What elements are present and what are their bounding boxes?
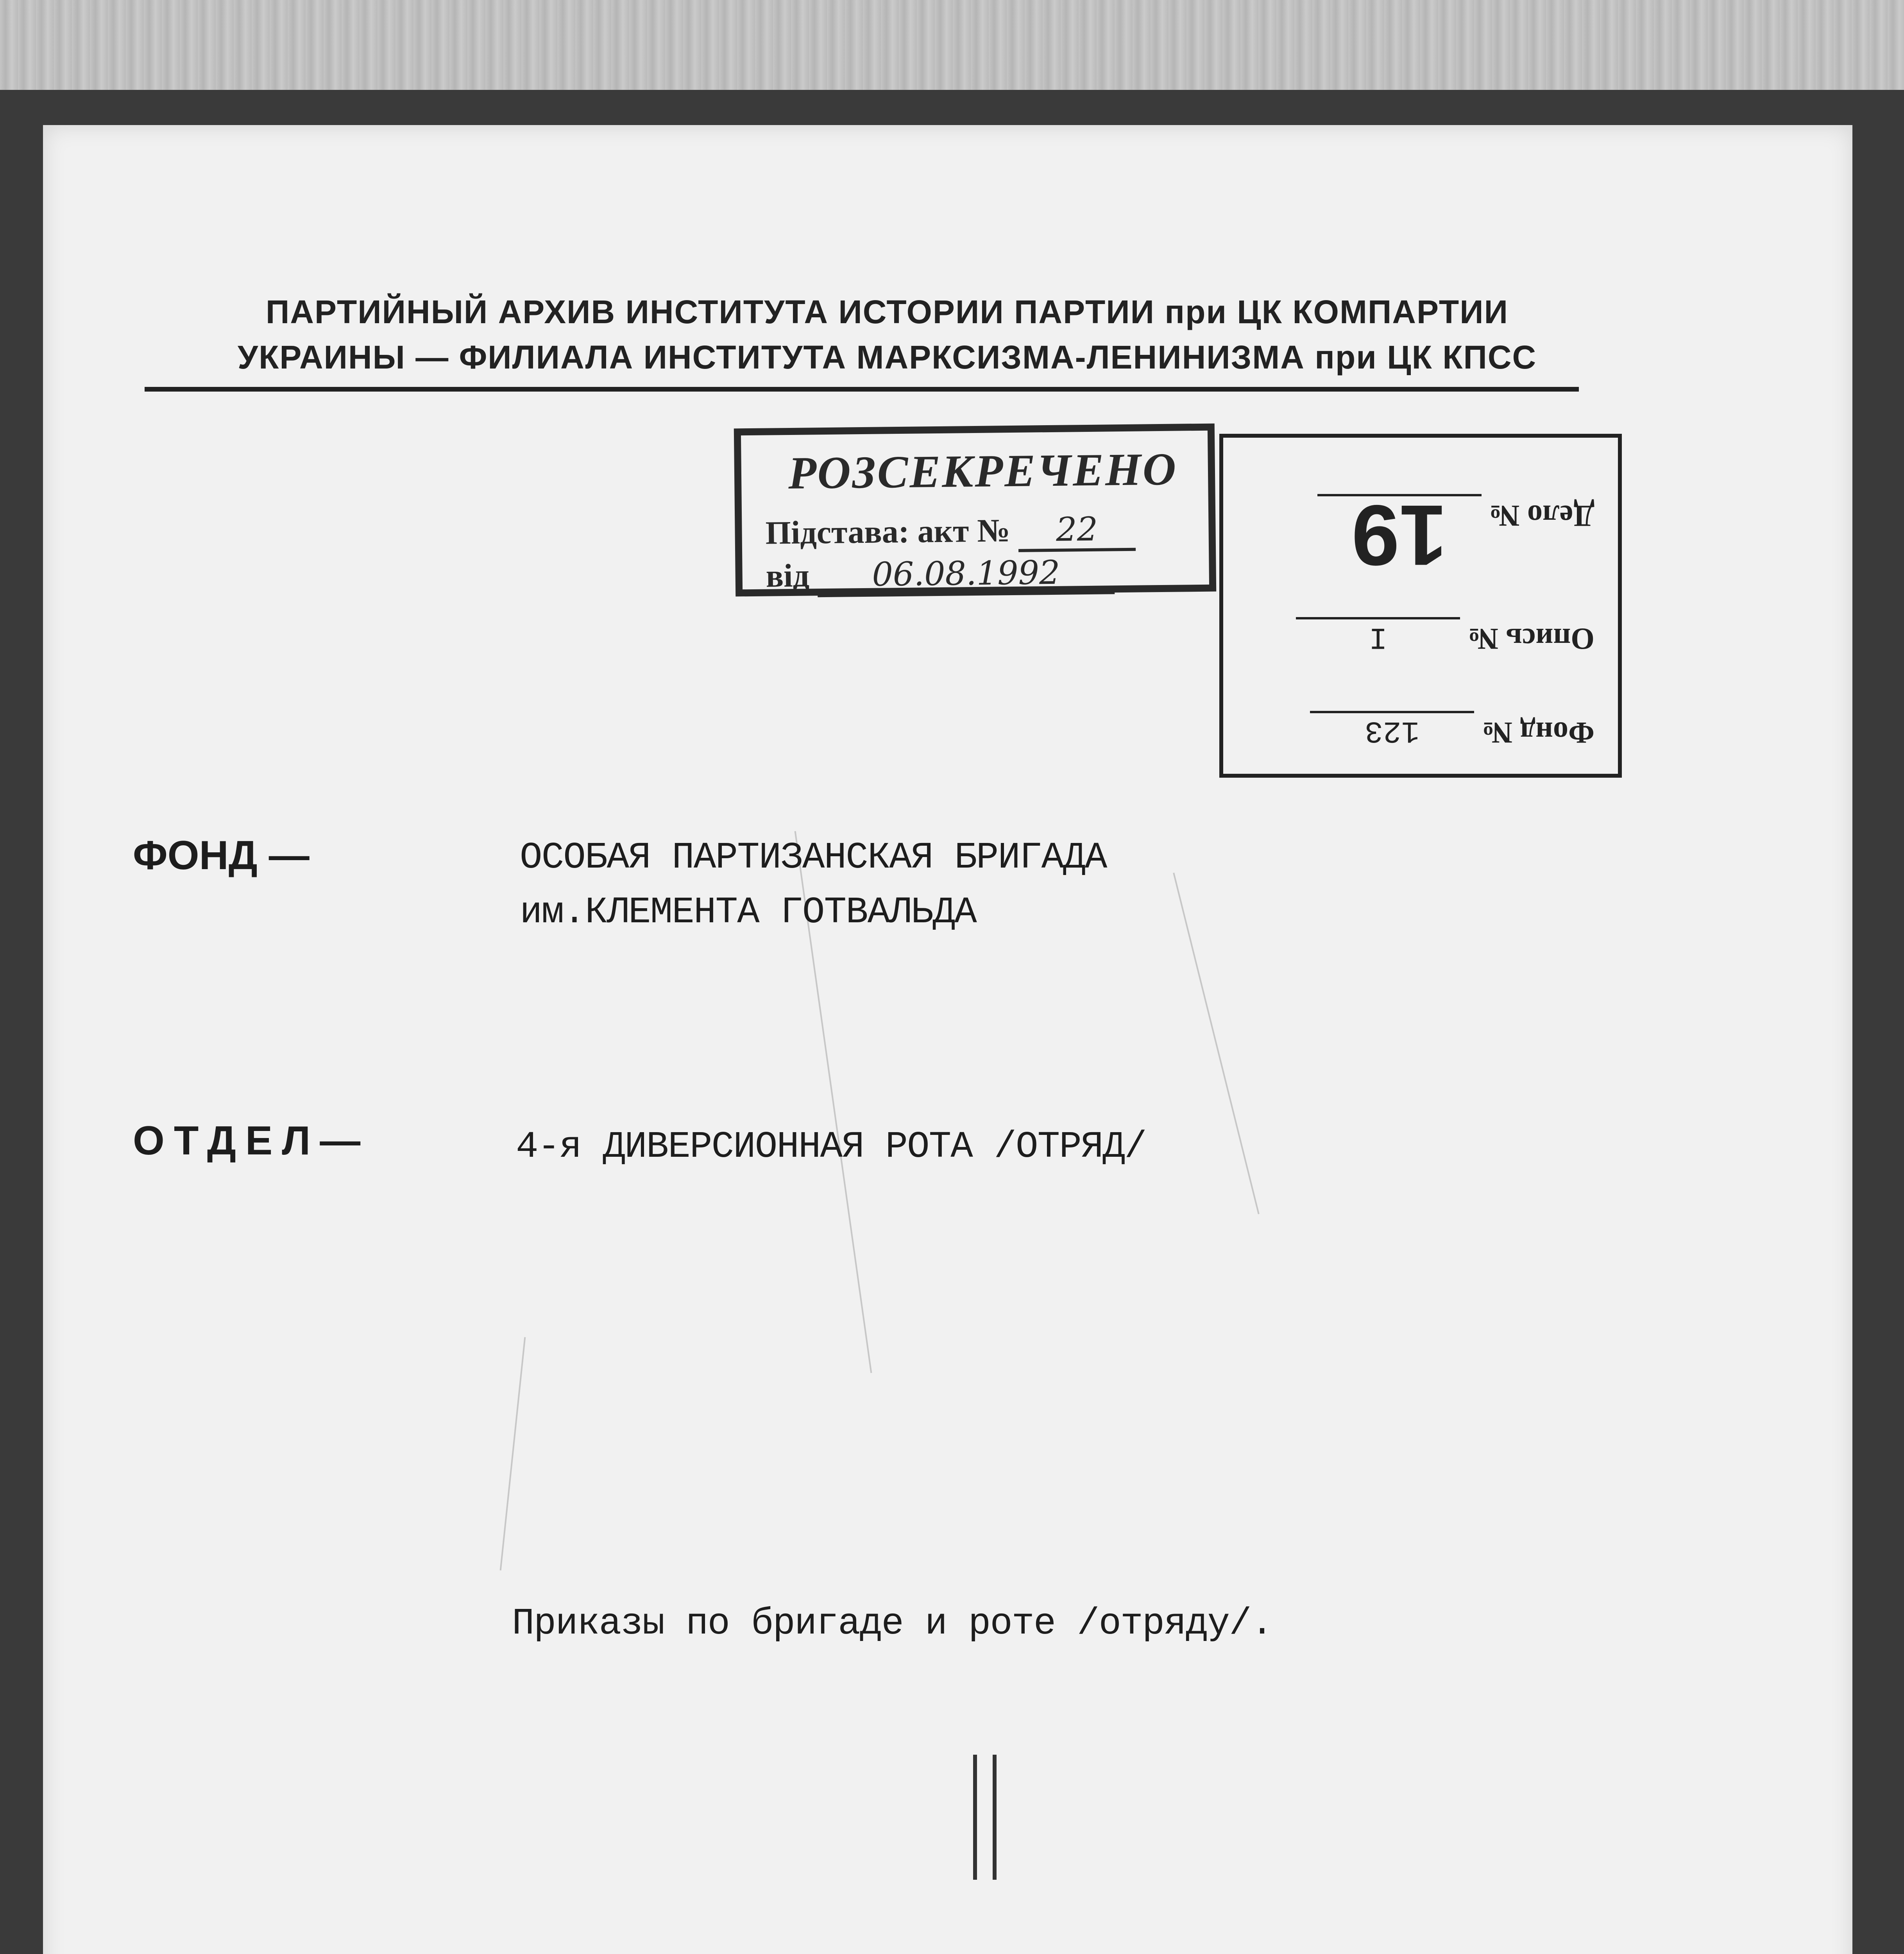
document-title: Приказы по бригаде и роте /отряду/.	[512, 1602, 1273, 1645]
flip-delo-label: Дело №	[1489, 499, 1594, 533]
archive-heading-line2: УКРАИНЫ — ФИЛИАЛА ИНСТИТУТА МАРКСИЗМА-ЛЕНИНИЗМА при ЦК КПСС	[237, 339, 1537, 376]
flip-fond-row	[1310, 711, 1594, 750]
stamp-basis	[765, 510, 1136, 555]
stamp-date-label: від	[766, 557, 810, 594]
archive-heading-line1: ПАРТИЙНЫЙ АРХИВ ИНСТИТУТА ИСТОРИИ ПАРТИИ при ЦК КОМПАРТИИ	[266, 293, 1509, 330]
flip-opis-label: Опись №	[1467, 622, 1594, 656]
stamp-date-value: 06.08.1992	[817, 553, 1115, 597]
fond-name-line2: им.КЛЕМЕНТА ГОТВАЛЬДА	[520, 891, 976, 934]
otdel-label: ОТДЕЛ—	[133, 1118, 370, 1163]
upside-down-reference-box	[1219, 434, 1622, 778]
stamp-date	[766, 553, 1115, 598]
flip-opis-row	[1296, 617, 1594, 657]
scratch-mark	[1173, 873, 1260, 1214]
flip-fond-value: 123	[1310, 711, 1474, 748]
flip-opis-value: I	[1296, 617, 1460, 654]
heading-divider	[145, 387, 1579, 392]
separator-mark	[993, 1755, 997, 1880]
scratch-mark	[500, 1337, 526, 1570]
flip-fond-label: Фонд №	[1482, 716, 1594, 750]
archive-heading	[145, 289, 1630, 380]
archive-cover-page	[43, 125, 1852, 1954]
separator-mark	[973, 1755, 977, 1880]
stamp-basis-value: 22	[1018, 510, 1136, 552]
otdel-value: 4-я ДИВЕРСИОННАЯ РОТА /ОТРЯД/	[516, 1126, 1146, 1168]
fond-name-line1: ОСОБАЯ ПАРТИЗАНСКАЯ БРИГАДА	[520, 836, 1107, 879]
fond-label: ФОНД —	[133, 833, 310, 878]
declassified-stamp	[734, 424, 1216, 597]
flip-delo-row	[1317, 487, 1594, 583]
stamp-basis-label: Підстава: акт №	[765, 512, 1011, 551]
stamp-title: РОЗСЕКРЕЧЕНО	[788, 443, 1178, 499]
flip-delo-value: 19	[1317, 494, 1482, 574]
